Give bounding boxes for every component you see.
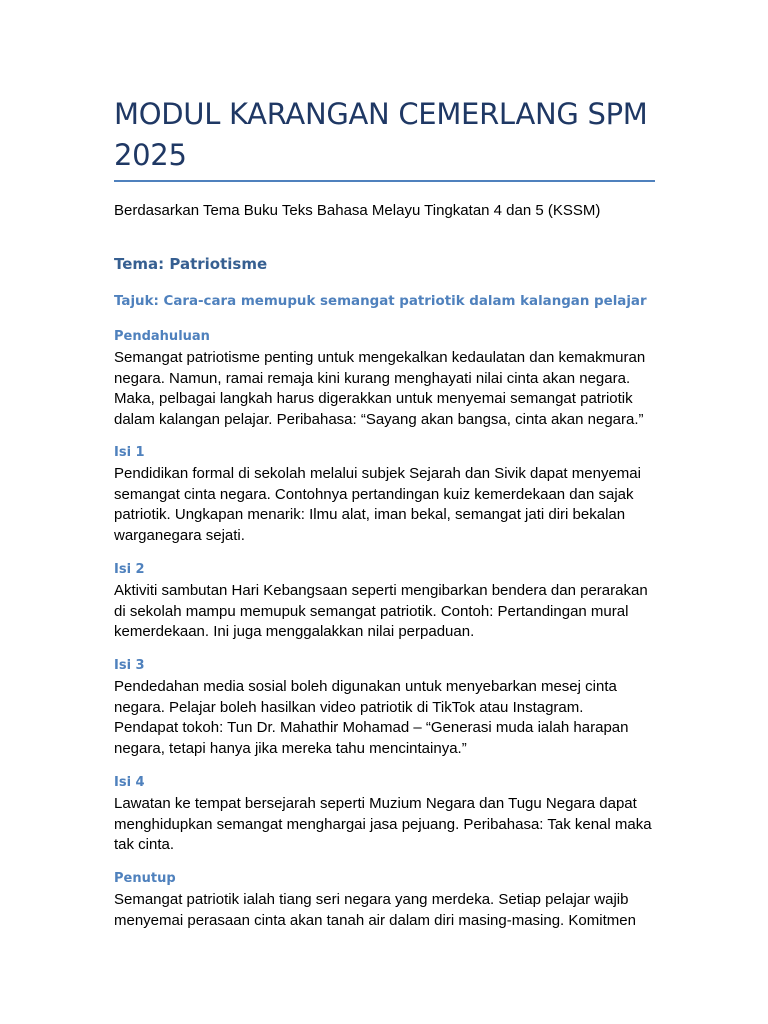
title-underline xyxy=(114,180,655,182)
text-line: patriotik. Ungkapan menarik: Ilmu alat, iman bekal, semangat jati diri bekalan xyxy=(114,506,626,524)
title-line: MODUL KARANGAN CEMERLANG SPM xyxy=(114,97,648,131)
text-line: negara. Namun, ramai remaja kini kurang menghayati nilai cinta akan negara. xyxy=(114,369,631,387)
text-line: Semangat patriotik ialah tiang seri negara yang merdeka. Setiap pelajar wajib xyxy=(114,891,629,908)
section-heading-isi-3: Isi 3 xyxy=(114,658,145,673)
section-body-isi-2 xyxy=(114,581,659,643)
text-line: negara. Pelajar boleh hasilkan video patriotik di TikTok atau Instagram. xyxy=(114,698,584,716)
section-body-isi-4 xyxy=(114,794,659,856)
text-line: Pendedahan media sosial boleh digunakan untuk menyebarkan mesej cinta xyxy=(114,678,617,695)
document-subtitle: Berdasarkan Tema Buku Teks Bahasa Melayu Tingkatan 4 dan 5 (KSSM) xyxy=(114,202,601,219)
text-line: di sekolah mampu memupuk semangat patriotik. Contoh: Pertandingan mural xyxy=(114,602,629,620)
text-line: semangat cinta negara. Contohnya pertandingan kuiz kemerdekaan dan sajak xyxy=(114,485,634,503)
section-body-penutup xyxy=(114,890,659,931)
text-line: menyemai perasaan cinta akan tanah air dalam diri masing-masing. Komitmen xyxy=(114,911,636,929)
section-body-isi-3 xyxy=(114,677,659,760)
section-heading-isi-2: Isi 2 xyxy=(114,562,145,577)
text-line: menghidupkan semangat menghargai jasa pejuang. Peribahasa: Tak kenal maka xyxy=(114,815,652,833)
section-body-isi-1 xyxy=(114,464,659,547)
section-heading-penutup: Penutup xyxy=(114,871,176,886)
text-line: Pendidikan formal di sekolah melalui subjek Sejarah dan Sivik dapat menyemai xyxy=(114,465,641,482)
text-line: tak cinta. xyxy=(114,836,175,854)
text-line: Semangat patriotisme penting untuk mengekalkan kedaulatan dan kemakmuran xyxy=(114,349,646,366)
text-line: Maka, pelbagai langkah harus digerakkan untuk menyemai semangat patriotik xyxy=(114,390,633,408)
section-heading-pendahuluan: Pendahuluan xyxy=(114,329,210,344)
document-title xyxy=(114,94,658,176)
text-line: Lawatan ke tempat bersejarah seperti Muzium Negara dan Tugu Negara dapat xyxy=(114,795,637,812)
section-heading-isi-1: Isi 1 xyxy=(114,445,145,460)
text-line: dalam kalangan pelajar. Peribahasa: “Sayang akan bangsa, cinta akan negara.” xyxy=(114,411,644,429)
text-line: negara, tetapi hanya jika mereka tahu mencintainya.” xyxy=(114,740,467,758)
section-heading-isi-4: Isi 4 xyxy=(114,775,145,790)
text-line: Aktiviti sambutan Hari Kebangsaan seperti mengibarkan bendera dan perarakan xyxy=(114,582,648,599)
title-line: 2025 xyxy=(114,138,187,172)
topic-heading: Tajuk: Cara-cara memupuk semangat patriotik dalam kalangan pelajar xyxy=(114,294,647,309)
section-body-pendahuluan xyxy=(114,348,659,431)
text-line: warganegara sejati. xyxy=(114,527,245,545)
text-line: Pendapat tokoh: Tun Dr. Mahathir Mohamad – “Generasi muda ialah harapan xyxy=(114,719,629,737)
theme-heading: Tema: Patriotisme xyxy=(114,255,268,273)
text-line: kemerdekaan. Ini juga menggalakkan nilai perpaduan. xyxy=(114,623,475,641)
